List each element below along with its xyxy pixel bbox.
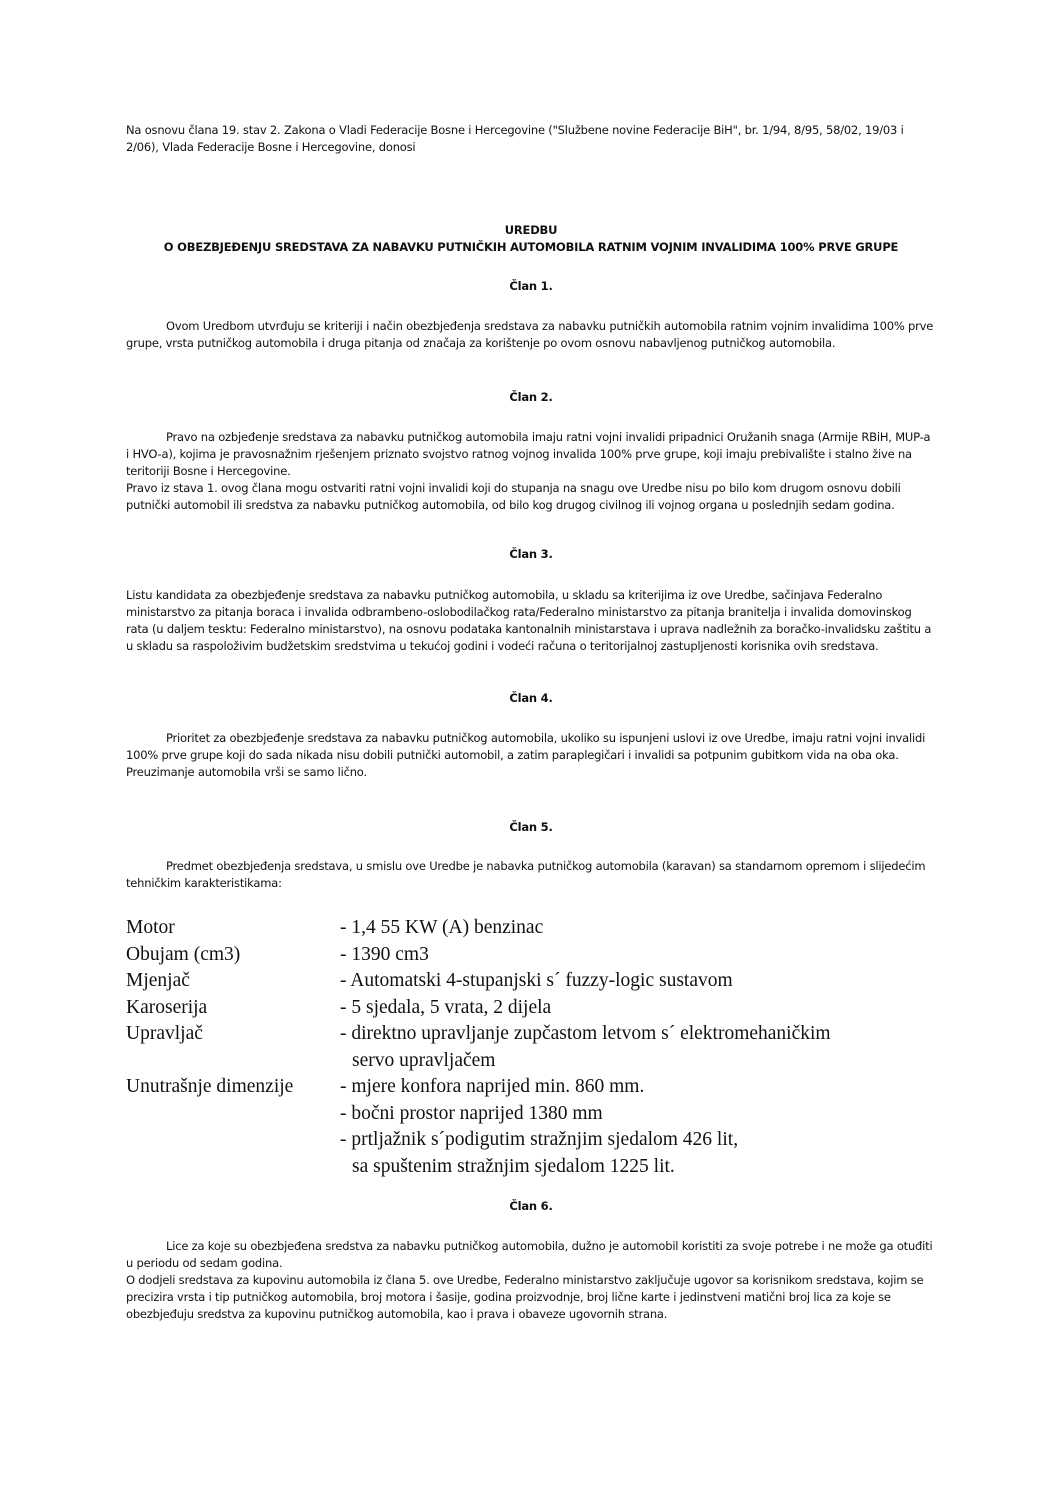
article-6-body [126, 1238, 936, 1323]
article-4-paragraph-1: Prioritet za obezbjeđenje sredstava za nabavku putničkog automobila, ukoliko su ispunjeni uslovi iz ove Uredbe, imaju ratni vojni invalidi 100% prve grupe koji do sada nikada nisu dobili putnički automobil, a zatim paraplegičari i invalidi sa potpunim gubitkom vida na oba oka. [126, 731, 926, 762]
spec-row-upravljac [126, 1021, 926, 1074]
article-1-body [126, 318, 936, 352]
article-3-heading: Član 3. [509, 547, 553, 561]
spec-value: - direktno upravljanje zupčastom letvom s´ elektromehaničkim [340, 1023, 831, 1044]
article-6-paragraph-1: Lice za koje su obezbjeđena sredstva za nabavku putničkog automobila, dužno je automobil koristiti za svoje potrebe i ne može ga otuđiti u periodu od sedam godina. [126, 1239, 933, 1270]
spec-label: Upravljač [126, 1023, 203, 1044]
spec-row-mjenjac [126, 968, 926, 995]
spec-value: sa spuštenim stražnjim sjedalom 1225 lit. [352, 1155, 675, 1177]
article-1-paragraph-1: Ovom Uredbom utvrđuju se kriteriji i način obezbjeđenja sredstava za nabavku putničkih automobila ratnim vojnim invalidima 100% prve grupe, vrsta putničkog automobila i druga pitanja od značaja za korištenje po ovom osnovu nabavljenog putničkog automobila. [126, 319, 934, 350]
article-2-paragraph-1: Pravo na ozbjeđenje sredstava za nabavku putničkog automobila imaju ratni vojni invalidi pripadnici Oružanih snaga (Armije RBiH, MUP-a i HVO-a), kojima je pravosnažnim rješenjem priznato svojstvo ratnog vojnog invalida 100% prve grupe, koji imaju prebivalište i stalno žive na teritoriji Bosne i Hercegovine. [126, 430, 931, 478]
spec-value: - 1,4 55 KW (A) benzinac [340, 917, 544, 938]
article-4-body [126, 730, 936, 781]
article-6-paragraph-2: O dodjeli sredstava za kupovinu automobila iz člana 5. ove Uredbe, Federalno ministarstvo zaključuje ugovor sa korisnikom sredstava, kojim se precizira vrsta i tip putničkog automobila, broj motora i šasije, godina proizvodnje, broj lične karte i jedinstveni matični broj lica za koje se obezbjeđuju sredstva za kupovinu putničkog automobila, kao i prava i obaveze ugovornih strana. [126, 1273, 924, 1321]
spec-value: - Automatski 4-stupanjski s´ fuzzy-logic sustavom [340, 970, 733, 991]
document-subtitle: O OBEZBJEĐENJU SREDSTAVA ZA NABAVKU PUTNIČKIH AUTOMOBILA RATNIM VOJNIM INVALIDIMA 100% PRVE GRUPE [163, 240, 899, 254]
article-3-body [126, 587, 936, 655]
article-5-heading: Član 5. [509, 820, 553, 834]
spec-label: Obujam (cm3) [126, 943, 241, 965]
article-2-body [126, 429, 936, 514]
article-4-paragraph-2: Preuzimanje automobila vrši se samo lično. [126, 765, 367, 779]
article-6-heading: Član 6. [509, 1199, 553, 1213]
article-5-paragraph-1: Predmet obezbjeđenja sredstava, u smislu ove Uredbe je nabavka putničkog automobila (karavan) sa standarnom opremom i slijedećim tehničkim karakteristikama: [126, 859, 926, 890]
spec-row-motor [126, 915, 926, 942]
article-4-heading: Član 4. [509, 691, 553, 705]
article-5-body [126, 858, 936, 892]
spec-row-obujam [126, 942, 926, 969]
document-title: UREDBU [504, 223, 558, 237]
spec-row-karoserija [126, 995, 926, 1022]
article-1-heading: Član 1. [509, 279, 553, 293]
spec-value: servo upravljačem [352, 1049, 496, 1071]
spec-value: - 1390 cm3 [340, 943, 429, 965]
spec-value: - 5 sjedala, 5 vrata, 2 dijela [340, 996, 552, 1018]
spec-label: Motor [126, 917, 175, 938]
spec-value: - mjere konfora naprijed min. 860 mm. [340, 1076, 645, 1097]
article-3-paragraph-1: Listu kandidata za obezbjeđenje sredstava za nabavku putničkog automobila, u skladu sa kriterijima iz ove Uredbe, sačinjava Federalno ministarstvo za pitanja boraca i invalida odbrambeno-oslobodilačkog rata/Federalno ministarstvo za pitanja branitelja i invalida domovinskog rata (u daljem tesktu: Federalno ministarstvo), na osnovu podataka kantonalnih ministarstava i uprava nadležnih za boračko-invalidsku zaštitu a u skladu sa raspoloživim budžetskim sredstvima u tekućoj godini i vodeći računa o teritorijalnoj zastupljenosti korisnika ovih sredstava. [126, 588, 932, 653]
intro-paragraph: Na osnovu člana 19. stav 2. Zakona o Vladi Federacije Bosne i Hercegovine ("Službene novine Federacije BiH", br. 1/94, 8/95, 58/02, 19/03 i 2/06), Vlada Federacije Bosne i Hercegovine, donosi [126, 123, 904, 154]
spec-value: - bočni prostor naprijed 1380 mm [340, 1102, 603, 1124]
spec-value: - prtljažnik s´podigutim stražnjim sjedalom 426 lit, [340, 1129, 739, 1150]
article-2-heading: Član 2. [509, 390, 553, 404]
technical-specification [126, 915, 926, 1180]
spec-label: Mjenjač [126, 970, 190, 991]
spec-label: Unutrašnje dimenzije [126, 1076, 294, 1097]
spec-row-unutrasnje-dimenzije [126, 1074, 926, 1180]
article-2-paragraph-2: Pravo iz stava 1. ovog člana mogu ostvariti ratni vojni invalidi koji do stupanja na snagu ove Uredbe nisu po bilo kom drugom osnovu dobili putnički automobil ili sredstva za nabavku putničkog automobila, od bilo kog drugog civilnog ili vojnog organa u poslednjih sedam godina. [126, 481, 901, 512]
spec-label: Karoserija [126, 996, 208, 1018]
